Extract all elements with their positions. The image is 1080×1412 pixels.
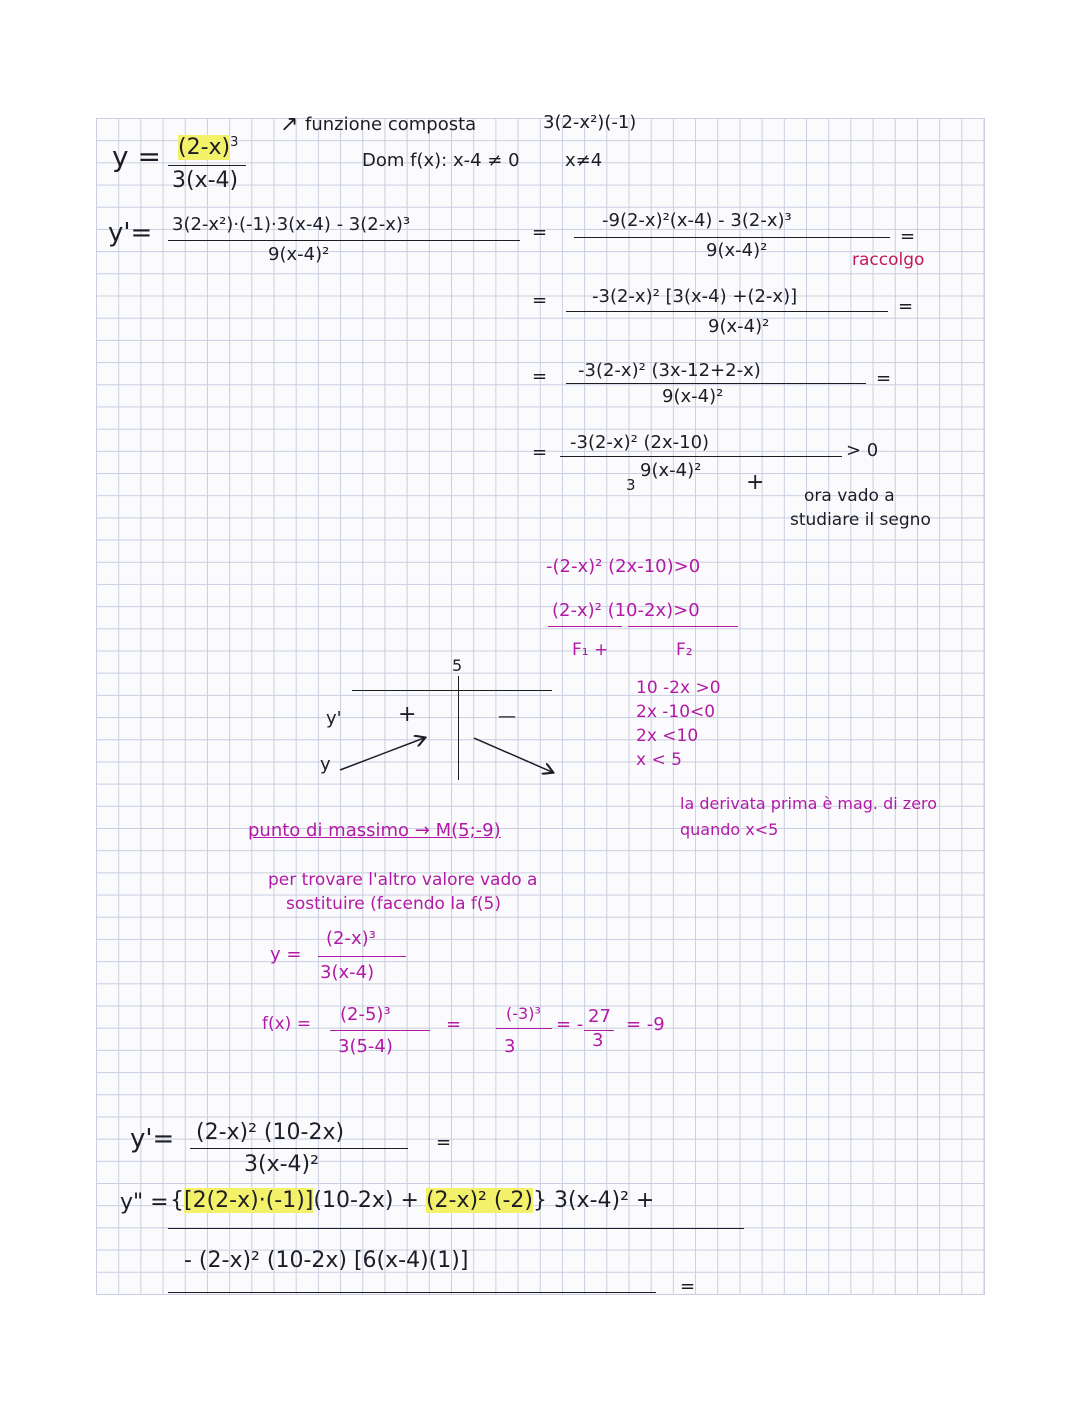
equals-sign: = bbox=[876, 368, 892, 389]
raccolgo-note: raccolgo bbox=[852, 250, 925, 270]
equals-sign: = bbox=[900, 226, 916, 247]
solution-step: 2x -10<0 bbox=[636, 702, 716, 722]
row-label-y: y bbox=[320, 754, 331, 775]
equals-sign: = bbox=[532, 222, 548, 243]
step3-numerator: -3(2-x)² (3x-12+2-x) bbox=[578, 360, 761, 381]
step4-denominator: 9(x-4)² bbox=[640, 460, 702, 481]
equals-minus: = - bbox=[556, 1014, 584, 1035]
n2: (-3)³ bbox=[506, 1004, 541, 1023]
inequality-2: (2-x)² (10-2x)>0 bbox=[552, 600, 700, 621]
step2-numerator: -3(2-x)² [3(x-4) +(2-x)] bbox=[592, 286, 798, 307]
y-eq-label: y = bbox=[270, 944, 302, 965]
y-prime-label: y'= bbox=[108, 218, 153, 248]
result: = -9 bbox=[626, 1014, 665, 1035]
fraction-bar bbox=[496, 1028, 552, 1029]
y-prime-label-2: y'= bbox=[130, 1124, 175, 1154]
equals-sign: = bbox=[532, 366, 548, 387]
f-label: f(x) = bbox=[262, 1014, 311, 1034]
domain-result: x≠4 bbox=[565, 150, 603, 171]
y-eq-denominator: 3(x-4) bbox=[320, 962, 375, 983]
composite-expr: 3(2-x²)(-1) bbox=[543, 112, 637, 133]
deriv-numerator: 3(2-x²)·(-1)·3(x-4) - 3(2-x)³ bbox=[172, 214, 411, 235]
d2: 3 bbox=[504, 1036, 516, 1057]
equals-sign: = bbox=[532, 442, 548, 463]
fraction-bar bbox=[190, 1148, 408, 1149]
critical-value: 5 bbox=[452, 656, 463, 675]
step4-den-prefix: 3 bbox=[626, 476, 636, 494]
y1-denominator: 3(x-4)² bbox=[244, 1152, 319, 1177]
fn-denominator: 3(x-4) bbox=[172, 168, 239, 193]
plus-sign: + bbox=[746, 470, 765, 495]
increasing-arrow-icon bbox=[340, 738, 424, 770]
solution-step: 10 -2x >0 bbox=[636, 678, 721, 698]
step2-denominator: 9(x-4)² bbox=[708, 316, 770, 337]
conclusion-line2: quando x<5 bbox=[680, 820, 779, 839]
solution-step: 2x <10 bbox=[636, 726, 699, 746]
fraction-bar bbox=[168, 1292, 656, 1293]
f-denominator: 3(5-4) bbox=[338, 1036, 393, 1057]
y-eq-numerator: (2-x)³ bbox=[326, 928, 376, 949]
conclusion-line1: la derivata prima è mag. di zero bbox=[680, 794, 938, 813]
d3: 3 bbox=[592, 1030, 604, 1051]
deriv-denominator: 9(x-4)² bbox=[268, 244, 330, 265]
step1-numerator: -9(2-x)²(x-4) - 3(2-x)³ bbox=[602, 210, 792, 231]
equals-sign: = bbox=[680, 1276, 696, 1297]
study-note-line2: studiare il segno bbox=[790, 510, 931, 530]
sign-plus: + bbox=[398, 702, 417, 727]
fraction-bar bbox=[318, 956, 406, 957]
y-label: y = bbox=[112, 140, 161, 173]
inequality-1: -(2-x)² (2x-10)>0 bbox=[546, 556, 701, 577]
step3-denominator: 9(x-4)² bbox=[662, 386, 724, 407]
greater-than-zero: > 0 bbox=[846, 440, 879, 461]
equals-sign: = bbox=[436, 1132, 452, 1153]
y2-line1: {[2(2-x)·(-1)](10-2x) + (2-x)² (-2)} 3(x-4)² + bbox=[170, 1188, 655, 1213]
equals-sign: = bbox=[532, 290, 548, 311]
composite-note: funzione composta bbox=[305, 114, 477, 135]
fn-numerator: $(2-x)^3$ bbox=[178, 135, 239, 161]
sign-minus: — bbox=[498, 706, 516, 727]
study-note-line1: ora vado a bbox=[804, 486, 895, 506]
n3: 27 bbox=[588, 1006, 611, 1027]
equals-sign: = bbox=[898, 296, 914, 317]
factor-f1: F₁ + bbox=[572, 640, 609, 660]
find-note-1: per trovare l'altro valore vado a bbox=[268, 870, 538, 890]
step1-denominator: 9(x-4)² bbox=[706, 240, 768, 261]
find-note-2: sostituire (facendo la f(5) bbox=[286, 894, 501, 914]
step4-numerator: -3(2-x)² (2x-10) bbox=[570, 432, 710, 453]
fraction-bar bbox=[168, 1228, 744, 1229]
solution-step: x < 5 bbox=[636, 750, 682, 770]
y-second-label: y" = bbox=[120, 1190, 169, 1215]
equals-sign: = bbox=[446, 1014, 462, 1035]
y1-numerator: (2-x)² (10-2x) bbox=[196, 1120, 345, 1145]
row-label-yprime: y' bbox=[326, 708, 342, 729]
factor-f2: F₂ bbox=[676, 640, 693, 660]
domain-text: Dom f(x): x-4 ≠ 0 bbox=[362, 150, 520, 171]
max-point: punto di massimo → M(5;-9) bbox=[248, 820, 501, 841]
fraction-bar bbox=[330, 1030, 430, 1031]
decreasing-arrow-icon bbox=[474, 738, 552, 772]
f-numerator: (2-5)³ bbox=[340, 1004, 391, 1025]
y2-line2: - (2-x)² (10-2x) [6(x-4)(1)] bbox=[184, 1248, 469, 1273]
arrow-icon: ↗ bbox=[280, 112, 299, 137]
